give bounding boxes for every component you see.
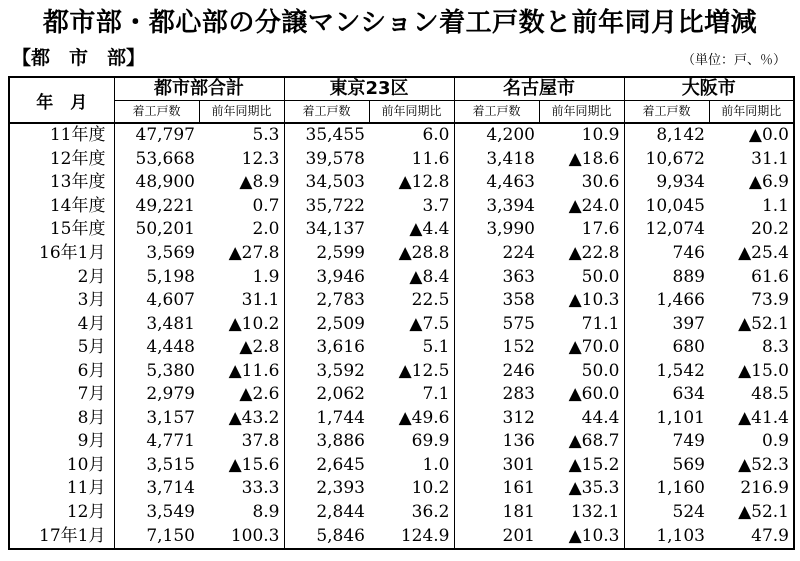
yoy-cell: ▲8.9	[199, 171, 284, 195]
yoy-cell: ▲18.6	[539, 148, 624, 172]
yoy-cell: ▲70.0	[539, 336, 624, 360]
table-row	[9, 265, 794, 289]
yoy-cell: 10.2	[369, 477, 454, 501]
yoy-cell: ▲2.6	[199, 383, 284, 407]
table-row	[9, 336, 794, 360]
starts-cell: 3,990	[454, 218, 539, 242]
table-row	[9, 312, 794, 336]
starts-cell: 4,200	[454, 123, 539, 148]
yoy-cell: 1.9	[199, 265, 284, 289]
page-title: 都市部・都心部の分譲マンション着工戸数と前年同月比増減	[42, 8, 758, 38]
table-row	[9, 477, 794, 501]
yoy-cell: 48.5	[709, 383, 794, 407]
yoy-cell: 17.6	[539, 218, 624, 242]
starts-cell: 39,578	[284, 148, 369, 172]
starts-cell: 181	[454, 501, 539, 525]
subheader-yoy: 前年同期比	[709, 101, 794, 124]
starts-cell: 8,142	[624, 123, 709, 148]
starts-cell: 2,062	[284, 383, 369, 407]
starts-cell: 1,160	[624, 477, 709, 501]
subheader-starts: 着工戸数	[624, 101, 709, 124]
starts-cell: 3,157	[114, 407, 199, 431]
table-row	[9, 171, 794, 195]
yoy-cell: ▲15.0	[709, 359, 794, 383]
yoy-cell: ▲52.1	[709, 501, 794, 525]
starts-cell: 358	[454, 289, 539, 313]
row-label: 3月	[9, 289, 114, 313]
yoy-cell: 44.4	[539, 407, 624, 431]
yoy-cell: 50.0	[539, 359, 624, 383]
yoy-cell: ▲52.3	[709, 454, 794, 478]
yoy-cell: ▲49.6	[369, 407, 454, 431]
starts-cell: 2,979	[114, 383, 199, 407]
yoy-cell: ▲6.9	[709, 171, 794, 195]
starts-cell: 3,592	[284, 359, 369, 383]
yoy-cell: ▲41.4	[709, 407, 794, 431]
table-row	[9, 123, 794, 148]
starts-cell: 224	[454, 242, 539, 266]
starts-cell: 201	[454, 524, 539, 549]
yoy-cell: ▲10.3	[539, 289, 624, 313]
yoy-cell: ▲52.1	[709, 312, 794, 336]
yoy-cell: ▲12.5	[369, 359, 454, 383]
yoy-cell: 31.1	[709, 148, 794, 172]
starts-cell: 50,201	[114, 218, 199, 242]
subheader-yoy: 前年同期比	[539, 101, 624, 124]
row-label: 8月	[9, 407, 114, 431]
starts-cell: 3,616	[284, 336, 369, 360]
starts-cell: 1,103	[624, 524, 709, 549]
yoy-cell: 36.2	[369, 501, 454, 525]
starts-cell: 152	[454, 336, 539, 360]
starts-cell: 397	[624, 312, 709, 336]
yoy-cell: ▲8.4	[369, 265, 454, 289]
starts-cell: 48,900	[114, 171, 199, 195]
yoy-cell: 30.6	[539, 171, 624, 195]
starts-cell: 9,934	[624, 171, 709, 195]
yoy-cell: 71.1	[539, 312, 624, 336]
starts-cell: 2,509	[284, 312, 369, 336]
row-label: 5月	[9, 336, 114, 360]
yoy-cell: 6.0	[369, 123, 454, 148]
yoy-cell: 2.0	[199, 218, 284, 242]
yoy-cell: 132.1	[539, 501, 624, 525]
subheader-yoy: 前年同期比	[369, 101, 454, 124]
row-label: 15年度	[9, 218, 114, 242]
starts-cell: 4,607	[114, 289, 199, 313]
yoy-cell: ▲28.8	[369, 242, 454, 266]
subheader-starts: 着工戸数	[114, 101, 199, 124]
starts-cell: 5,846	[284, 524, 369, 549]
starts-cell: 246	[454, 359, 539, 383]
starts-cell: 3,549	[114, 501, 199, 525]
table-row	[9, 407, 794, 431]
starts-cell: 301	[454, 454, 539, 478]
table-row	[9, 454, 794, 478]
yoy-cell: 11.6	[369, 148, 454, 172]
yoy-cell: ▲15.6	[199, 454, 284, 478]
starts-cell: 312	[454, 407, 539, 431]
row-label: 13年度	[9, 171, 114, 195]
yoy-cell: 69.9	[369, 430, 454, 454]
starts-cell: 7,150	[114, 524, 199, 549]
row-label: 17年1月	[9, 524, 114, 549]
starts-cell: 2,844	[284, 501, 369, 525]
starts-cell: 35,722	[284, 195, 369, 219]
row-label: 6月	[9, 359, 114, 383]
yoy-cell: ▲24.0	[539, 195, 624, 219]
starts-cell: 1,542	[624, 359, 709, 383]
yoy-cell: ▲35.3	[539, 477, 624, 501]
yoy-cell: ▲10.3	[539, 524, 624, 549]
starts-cell: 2,645	[284, 454, 369, 478]
yoy-cell: ▲4.4	[369, 218, 454, 242]
starts-cell: 575	[454, 312, 539, 336]
row-label: 2月	[9, 265, 114, 289]
yoy-cell: 5.3	[199, 123, 284, 148]
starts-cell: 34,137	[284, 218, 369, 242]
starts-cell: 53,668	[114, 148, 199, 172]
yoy-cell: 12.3	[199, 148, 284, 172]
starts-cell: 49,221	[114, 195, 199, 219]
starts-cell: 136	[454, 430, 539, 454]
row-label: 7月	[9, 383, 114, 407]
yoy-cell: ▲25.4	[709, 242, 794, 266]
yoy-cell: 8.9	[199, 501, 284, 525]
subheader-yoy: 前年同期比	[199, 101, 284, 124]
table-row	[9, 242, 794, 266]
starts-cell: 4,448	[114, 336, 199, 360]
starts-cell: 283	[454, 383, 539, 407]
table-row	[9, 430, 794, 454]
starts-cell: 34,503	[284, 171, 369, 195]
yoy-cell: 20.2	[709, 218, 794, 242]
starts-cell: 680	[624, 336, 709, 360]
yoy-cell: 50.0	[539, 265, 624, 289]
yoy-cell: 124.9	[369, 524, 454, 549]
table-row	[9, 359, 794, 383]
yoy-cell: 61.6	[709, 265, 794, 289]
yoy-cell: 100.3	[199, 524, 284, 549]
starts-cell: 3,515	[114, 454, 199, 478]
starts-cell: 524	[624, 501, 709, 525]
row-label: 12年度	[9, 148, 114, 172]
row-label: 12月	[9, 501, 114, 525]
subheader-starts: 着工戸数	[454, 101, 539, 124]
starts-cell: 10,672	[624, 148, 709, 172]
yoy-cell: ▲27.8	[199, 242, 284, 266]
subheader-starts: 着工戸数	[284, 101, 369, 124]
yoy-cell: ▲15.2	[539, 454, 624, 478]
table-row	[9, 195, 794, 219]
table-row	[9, 524, 794, 549]
yoy-cell: 73.9	[709, 289, 794, 313]
housing-starts-table	[8, 76, 795, 550]
table-row	[9, 501, 794, 525]
yoy-cell: 216.9	[709, 477, 794, 501]
starts-cell: 10,045	[624, 195, 709, 219]
starts-cell: 569	[624, 454, 709, 478]
row-label: 11月	[9, 477, 114, 501]
group-header-tokyo: 東京23区	[284, 77, 454, 101]
yoy-cell: 0.9	[709, 430, 794, 454]
row-label: 14年度	[9, 195, 114, 219]
starts-cell: 634	[624, 383, 709, 407]
starts-cell: 5,198	[114, 265, 199, 289]
starts-cell: 3,418	[454, 148, 539, 172]
yoy-cell: 7.1	[369, 383, 454, 407]
yoy-cell: 31.1	[199, 289, 284, 313]
yoy-cell: 33.3	[199, 477, 284, 501]
starts-cell: 35,455	[284, 123, 369, 148]
starts-cell: 749	[624, 430, 709, 454]
yoy-cell: ▲2.8	[199, 336, 284, 360]
yoy-cell: ▲22.8	[539, 242, 624, 266]
group-header-osaka: 大阪市	[624, 77, 794, 101]
row-label: 11年度	[9, 123, 114, 148]
starts-cell: 2,599	[284, 242, 369, 266]
yoy-cell: 1.1	[709, 195, 794, 219]
yoy-cell: ▲60.0	[539, 383, 624, 407]
row-label: 10月	[9, 454, 114, 478]
table-row	[9, 148, 794, 172]
yoy-cell: 5.1	[369, 336, 454, 360]
section-label: 【都 市 部】	[12, 47, 146, 69]
starts-cell: 47,797	[114, 123, 199, 148]
starts-cell: 3,569	[114, 242, 199, 266]
table-body	[9, 123, 794, 549]
yoy-cell: 8.3	[709, 336, 794, 360]
starts-cell: 2,393	[284, 477, 369, 501]
starts-cell: 5,380	[114, 359, 199, 383]
starts-cell: 4,771	[114, 430, 199, 454]
group-header-nagoya: 名古屋市	[454, 77, 624, 101]
starts-cell: 3,394	[454, 195, 539, 219]
table-row	[9, 289, 794, 313]
yoy-cell: ▲68.7	[539, 430, 624, 454]
table-row	[9, 218, 794, 242]
yoy-cell: ▲0.0	[709, 123, 794, 148]
unit-label: （単位：戸、％）	[681, 53, 786, 68]
yoy-cell: 22.5	[369, 289, 454, 313]
yoy-cell: ▲43.2	[199, 407, 284, 431]
yoy-cell: ▲7.5	[369, 312, 454, 336]
starts-cell: 4,463	[454, 171, 539, 195]
starts-cell: 889	[624, 265, 709, 289]
starts-cell: 12,074	[624, 218, 709, 242]
starts-cell: 3,946	[284, 265, 369, 289]
starts-cell: 746	[624, 242, 709, 266]
starts-cell: 3,714	[114, 477, 199, 501]
group-header-total: 都市部合計	[114, 77, 284, 101]
starts-cell: 1,466	[624, 289, 709, 313]
row-label: 4月	[9, 312, 114, 336]
yoy-cell: ▲10.2	[199, 312, 284, 336]
starts-cell: 3,886	[284, 430, 369, 454]
starts-cell: 3,481	[114, 312, 199, 336]
yoy-cell: ▲12.8	[369, 171, 454, 195]
row-label: 9月	[9, 430, 114, 454]
yoy-cell: 3.7	[369, 195, 454, 219]
yoy-cell: ▲11.6	[199, 359, 284, 383]
yoy-cell: 0.7	[199, 195, 284, 219]
starts-cell: 161	[454, 477, 539, 501]
yoy-cell: 37.8	[199, 430, 284, 454]
yoy-cell: 47.9	[709, 524, 794, 549]
yoy-cell: 10.9	[539, 123, 624, 148]
starts-cell: 1,744	[284, 407, 369, 431]
row-label: 16年1月	[9, 242, 114, 266]
table-row	[9, 383, 794, 407]
starts-cell: 363	[454, 265, 539, 289]
yoy-cell: 1.0	[369, 454, 454, 478]
starts-cell: 2,783	[284, 289, 369, 313]
row-header: 年 月	[9, 77, 114, 123]
starts-cell: 1,101	[624, 407, 709, 431]
